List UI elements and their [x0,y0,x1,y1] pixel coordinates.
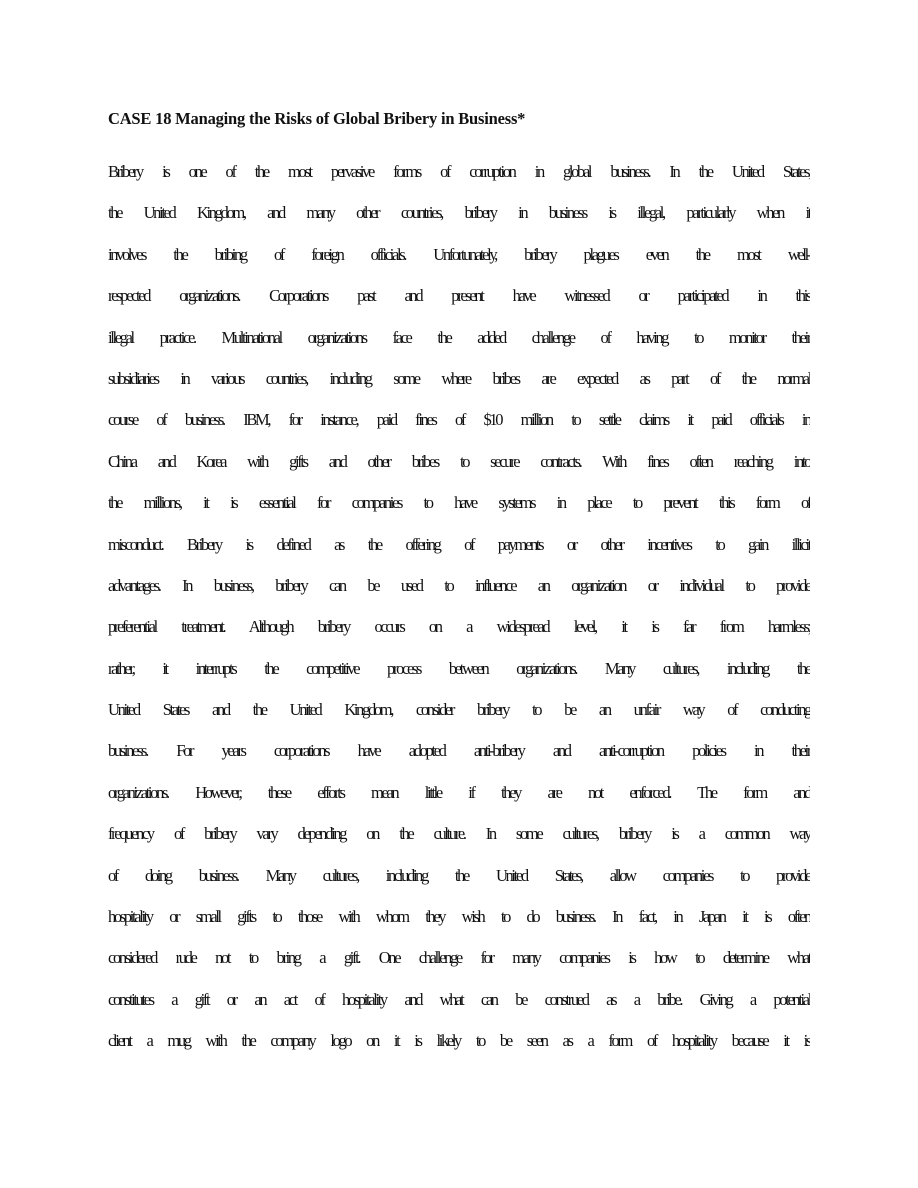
text-line: constitutes a gift or an act of hospitality and what can be construed as a bribe. Giving a potential [108,989,810,1009]
text-line: United States and the United Kingdom, consider bribery to be an unfair way of conducting [108,700,810,720]
text-line: frequency of bribery vary depending on the culture. In some cultures, bribery is a common way [108,824,810,844]
text-line: advantages. In business, bribery can be used to influence an organization or individual to provide [108,575,810,595]
text-line: misconduct. Bribery is defined as the offering of payments or other incentives to gain illicit [108,534,810,554]
text-line: business. For years corporations have adopted anti-bribery and anti-corruption policies in their [108,741,810,761]
case-title: CASE 18 Managing the Risks of Global Bribery in Business* [108,109,526,128]
text-line: client a mug with the company logo on it is likely to be seen as a form of hospitality because it is [108,1031,810,1051]
text-line: of doing business. Many cultures, including the United States, allow companies to provide [108,865,810,885]
text-line: course of business. IBM, for instance, paid fines of $10 million to settle claims it paid officials in [108,410,810,430]
text-line: respected organizations. Corporations past and present have witnessed or participated in this [108,286,810,306]
text-line: hospitality or small gifts to those with whom they wish to do business. In fact, in Japan it is often [108,907,810,927]
text-line: considered rude not to bring a gift. One challenge for many companies is how to determine what [108,948,810,968]
text-line: rather, it interrupts the competitive process between organizations. Many cultures, including the [108,658,810,678]
text-line: China and Korea with gifts and other bribes to secure contracts. With fines often reaching into [108,451,810,471]
text-line: subsidiaries in various countries, including some where bribes are expected as part of the normal [108,368,810,388]
text-line: the United Kingdom, and many other countries, bribery in business is illegal, particularly when it [108,203,810,223]
text-line: organizations. However, these efforts mean little if they are not enforced. The form and [108,782,810,802]
text-line: illegal practice. Multinational organizations face the added challenge of having to monitor their [108,327,810,347]
text-line: Bribery is one of the most pervasive forms of corruption in global business. In the United States, [108,162,810,181]
text-line: preferential treatment. Although bribery occurs on a widespread level, it is far from harmless; [108,617,810,637]
text-line: the millions, it is essential for companies to have systems in place to prevent this form of [108,493,810,513]
body-paragraph [108,160,810,1071]
text-line: involves the bribing of foreign officials. Unfortunately, bribery plagues even the most well- [108,244,810,264]
